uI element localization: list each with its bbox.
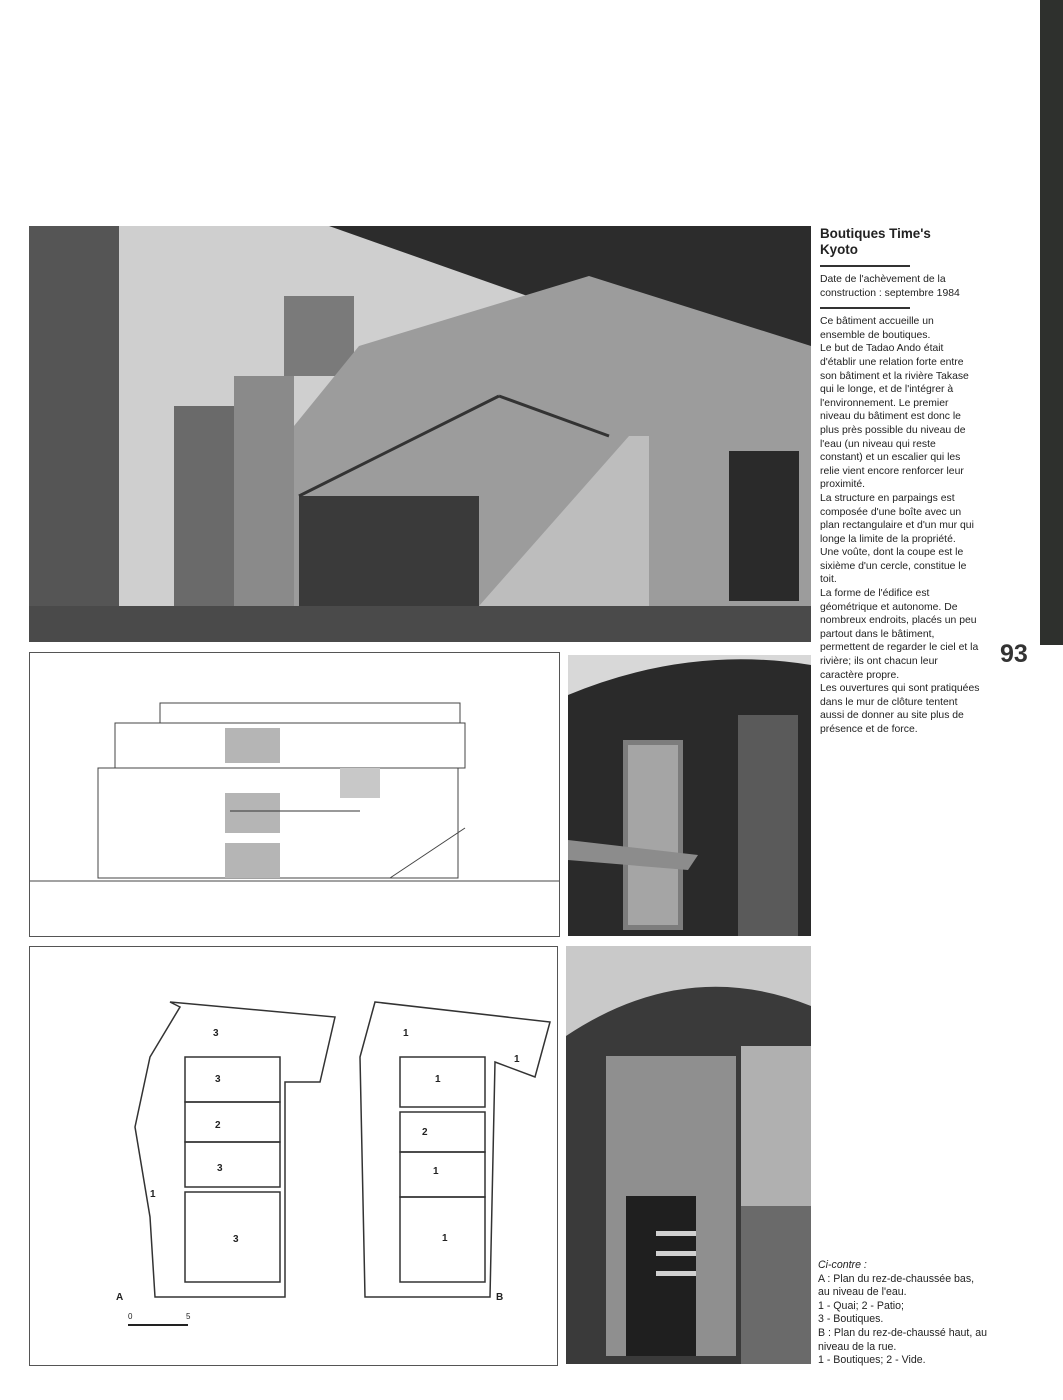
plan-b-label: B xyxy=(496,1292,504,1303)
plan-a-room-label: 1 xyxy=(150,1189,156,1200)
plan-a-room-label: 3 xyxy=(213,1028,219,1039)
plan-b-room-label: 1 xyxy=(442,1233,448,1244)
title-divider xyxy=(820,265,910,267)
elevation-drawing xyxy=(29,652,560,937)
article-title-line1: Boutiques Time's xyxy=(820,226,931,241)
completion-date: Date de l'achèvement de la construction : septembre 1984 xyxy=(820,274,960,299)
plan-a-room-label: 3 xyxy=(233,1234,239,1245)
plan-a-room-label: 3 xyxy=(215,1074,221,1085)
plan-a-label: A xyxy=(116,1292,124,1303)
caption-head: Ci-contre : xyxy=(818,1259,867,1271)
caption-line: A : Plan du rez-de-chaussée bas, au niveau de l'eau. xyxy=(818,1272,975,1299)
plan-b-room-label: 1 xyxy=(403,1028,409,1039)
plan-a-room-label: 2 xyxy=(215,1120,221,1131)
plan-b-room-label: 1 xyxy=(433,1166,439,1177)
caption-line: 1 - Quai; 2 - Patio; xyxy=(818,1299,904,1312)
caption-line: 1 - Boutiques; 2 - Vide. xyxy=(818,1354,926,1367)
plan-b-room-label: 2 xyxy=(422,1127,428,1138)
interior-photo-glass xyxy=(568,655,811,936)
plan-a-room-label: 3 xyxy=(217,1163,223,1174)
scale-end-label: 5 xyxy=(186,1312,191,1321)
body-paragraph: Les ouvertures qui sont pratiquées dans le mur de clôture tentent aussi de donner au site plus de présence et de force. xyxy=(820,683,980,735)
body-paragraph: Le but de Tadao Ando était d'établir une relation forte entre son bâtiment et la rivière Takase qui le longe, et de l'intégrer à l'environnement. Le premier niveau du bâtiment est donc le plus près possible du niveau de l'eau (un niveau qui reste constant) et un escalier qui les relie vient encore renforcer leur proximité. xyxy=(820,343,969,491)
caption-line: B : Plan du rez-de-chaussé haut, au niveau de la rue. xyxy=(818,1326,988,1353)
body-paragraph: Ce bâtiment accueille un ensemble de boutiques. xyxy=(820,316,934,341)
plan-b-room-label: 1 xyxy=(514,1054,520,1065)
body-paragraph: Une voûte, dont la coupe est le sixième d'un cercle, constitue le toit. xyxy=(820,547,967,586)
interior-photo-vault xyxy=(566,946,811,1364)
caption-line: 3 - Boutiques. xyxy=(818,1313,884,1326)
page-number: 93 xyxy=(1000,640,1028,668)
page-edge-band xyxy=(1040,0,1063,645)
scale-start-label: 0 xyxy=(128,1312,133,1321)
floor-plans-drawing xyxy=(29,946,558,1366)
body-paragraph: La structure en parpaings est composée d'une boîte avec un plan rectangulaire et d'un mur qui longe la limite de la propriété. xyxy=(820,492,974,545)
figure-caption xyxy=(818,1259,988,1368)
article-text-column xyxy=(820,226,980,737)
article-title-line2: Kyoto xyxy=(820,242,858,257)
body-paragraph: La forme de l'édifice est géométrique et autonome. De nombreux endroits, placés un peu partout dans le bâtiment, permettent de regarder le ciel et la rivière; ils ont chacun leur caractère propre. xyxy=(820,588,979,681)
plan-b-room-label: 1 xyxy=(435,1074,441,1085)
section-divider xyxy=(820,307,910,309)
exterior-photo xyxy=(29,226,811,642)
